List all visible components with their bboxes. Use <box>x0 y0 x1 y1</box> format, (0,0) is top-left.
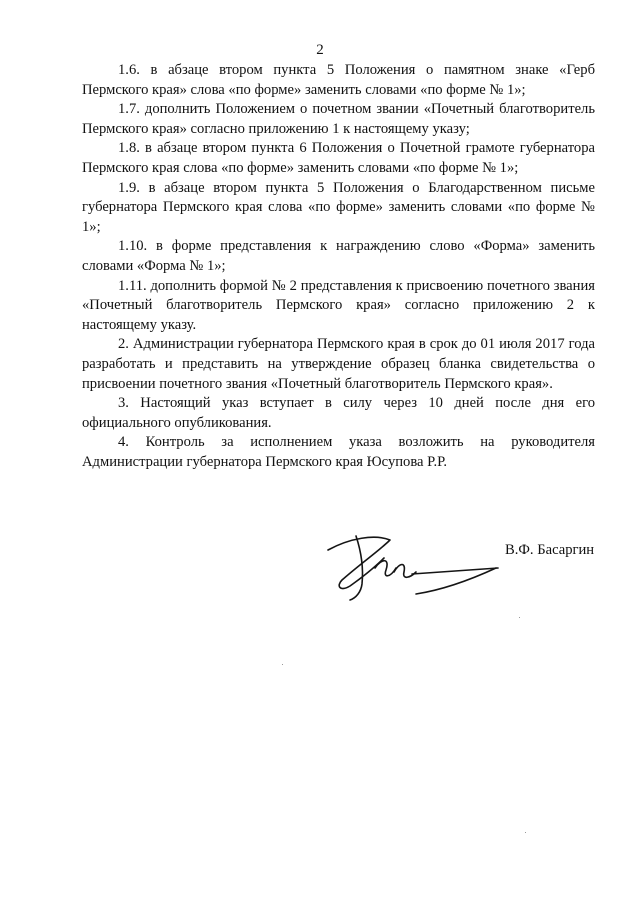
paragraph-3: 3. Настоящий указ вступает в силу через 10 дней после дня его официального опубликования. <box>82 395 595 431</box>
paragraph-1-6: 1.6. в абзаце втором пункта 5 Положения о памятном знаке «Герб Пермского края» слова «по форме» заменить словами «по форме № 1»; <box>82 62 595 98</box>
paragraph-1-7: 1.7. дополнить Положением о почетном звании «Почетный благотворитель Пермского края» согласно приложению 1 к настоящему указу; <box>82 101 595 137</box>
signatory-name: В.Ф. Басаргин <box>505 542 595 558</box>
scan-speck <box>525 832 526 833</box>
scan-speck <box>282 664 283 665</box>
scan-speck <box>519 617 520 618</box>
paragraph-1-9: 1.9. в абзаце втором пункта 5 Положения о Благодарственном письме губернатора Пермского края слова «по форме» заменить словами «по форме № 1»; <box>82 179 595 235</box>
document-body <box>82 61 595 472</box>
paragraph-4: 4. Контроль за исполнением указа возложить на руководителя Администрации губернатора Пермского края Юсупова Р.Р. <box>82 434 595 470</box>
page-number: 2 <box>316 42 324 58</box>
handwritten-signature <box>320 528 520 608</box>
paragraph-1-10: 1.10. в форме представления к награждению слово «Форма» заменить словами «Форма № 1»; <box>82 238 595 274</box>
paragraph-2: 2. Администрации губернатора Пермского края в срок до 01 июля 2017 года разработать и представить на утверждение образец бланка свидетельства о присвоении почетного звания «Почетный благотворитель Пермского края». <box>82 336 595 392</box>
paragraph-1-8: 1.8. в абзаце втором пункта 6 Положения о Почетной грамоте губернатора Пермского края слова «по форме» заменить словами «по форме № 1»; <box>82 140 595 176</box>
paragraph-1-11: 1.11. дополнить формой № 2 представления к присвоению почетного звания «Почетный благотворитель Пермского края» согласно приложению 2 к настоящему указу. <box>82 277 595 333</box>
